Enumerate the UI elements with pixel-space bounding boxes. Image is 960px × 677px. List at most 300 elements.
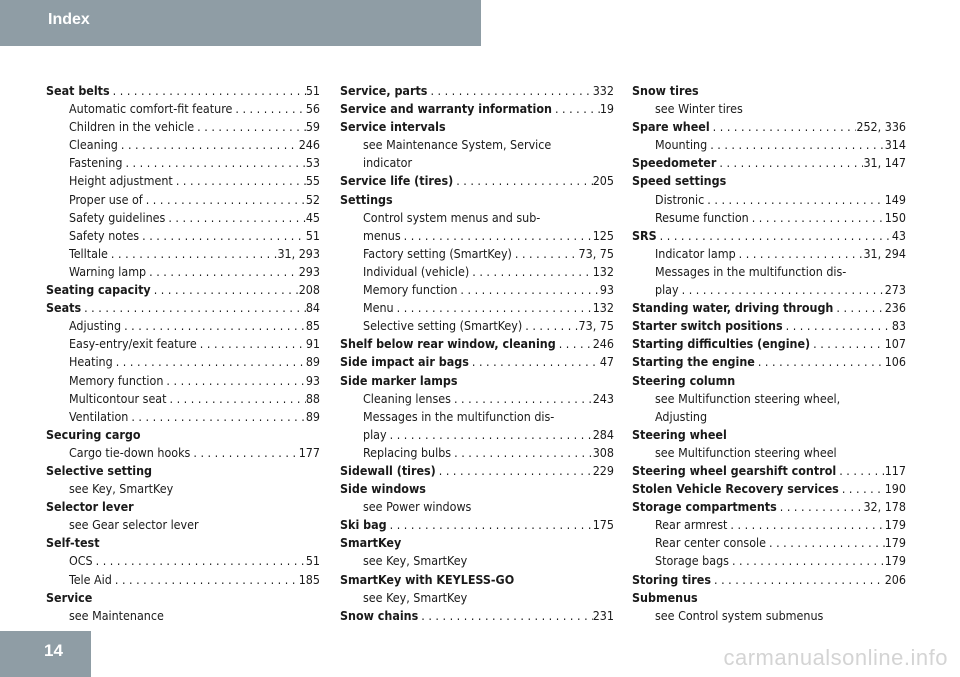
dot-leader: [679, 281, 885, 299]
entry-term: Securing cargo: [46, 426, 141, 442]
page-reference: 31, 293: [277, 245, 320, 261]
entry-term: Sidewall (tires): [340, 462, 436, 478]
entry-term: Seats: [46, 300, 82, 316]
entry-term: Seating capacity: [46, 282, 151, 298]
entry-term: Side impact air bags: [340, 354, 469, 370]
index-subentry: [340, 498, 614, 516]
index-entry: [632, 571, 906, 589]
index-subentry: [46, 444, 320, 462]
index-subentry: [46, 209, 320, 227]
index-entry: [46, 82, 320, 100]
dot-leader: [401, 227, 593, 245]
page-reference: 51: [305, 83, 320, 98]
entry-term: menus: [363, 227, 401, 243]
dot-leader: [387, 426, 593, 444]
entry-term: Children in the vehicle: [69, 119, 195, 135]
dot-leader: [729, 552, 885, 570]
entry-term: Heating: [69, 354, 113, 370]
index-subentry: [46, 571, 320, 589]
dot-leader: [716, 154, 863, 172]
entry-term: Replacing bulbs: [363, 444, 452, 460]
index-subentry: [632, 444, 906, 462]
dot-leader: [736, 245, 864, 263]
dot-leader: [836, 462, 885, 480]
entry-term: see Power windows: [363, 499, 472, 515]
dot-leader: [657, 227, 892, 245]
dot-leader: [522, 317, 578, 335]
entry-term: Steering wheel gearshift control: [632, 462, 837, 478]
dot-leader: [146, 263, 299, 281]
index-subentry: [632, 209, 906, 227]
page-reference: 206: [884, 571, 906, 587]
entry-term: Service and warranty information: [340, 101, 552, 117]
entry-term: Easy-entry/exit feature: [69, 336, 197, 352]
index-entry: [340, 335, 614, 353]
index-entry: [340, 82, 614, 100]
index-entry: [340, 462, 614, 480]
page-number: 14: [44, 641, 63, 660]
page-reference: 205: [592, 173, 614, 189]
index-subentry: [46, 136, 320, 154]
entry-term: Messages in the multifunction dis-: [655, 263, 847, 279]
index-entry: [632, 299, 906, 317]
dot-leader: [711, 571, 885, 589]
entry-term: SRS: [632, 227, 657, 243]
entry-term: Storage compartments: [632, 499, 777, 515]
dot-leader: [139, 227, 306, 245]
page-reference: 284: [592, 426, 614, 442]
dot-leader: [436, 462, 593, 480]
index-subentry: [340, 154, 614, 172]
index-entry: [46, 534, 320, 552]
entry-term: Resume function: [655, 209, 749, 225]
dot-leader: [151, 281, 299, 299]
index-subentry: [46, 372, 320, 390]
page-reference: 150: [884, 209, 906, 225]
dot-leader: [469, 353, 600, 371]
dot-leader: [143, 191, 306, 209]
dot-leader: [232, 100, 305, 118]
index-entry: [632, 172, 906, 190]
page-reference: 179: [884, 553, 906, 569]
dot-leader: [556, 335, 593, 353]
index-subentry: [46, 154, 320, 172]
page-reference: 179: [884, 535, 906, 551]
index-entry: [46, 281, 320, 299]
index-subentry: [46, 118, 320, 136]
entry-term: see Key, SmartKey: [363, 553, 468, 569]
entry-term: see Key, SmartKey: [69, 481, 174, 497]
page-reference: 179: [884, 517, 906, 533]
dot-leader: [749, 209, 885, 227]
page-reference: 32, 178: [863, 499, 906, 515]
index-subentry: [340, 209, 614, 227]
index-subentry: [632, 534, 906, 552]
page-title: Index: [48, 11, 90, 28]
page-reference: 236: [884, 300, 906, 316]
page-reference: 93: [305, 372, 320, 388]
entry-term: SmartKey with KEYLESS-GO: [340, 571, 515, 587]
entry-term: Ventilation: [69, 408, 129, 424]
entry-term: indicator: [363, 155, 413, 171]
index-subentry: [632, 408, 906, 426]
entry-term: Safety notes: [69, 227, 140, 243]
dot-leader: [108, 245, 278, 263]
entry-term: play: [655, 282, 679, 298]
index-entry: [632, 480, 906, 498]
entry-term: Safety guidelines: [69, 209, 166, 225]
page-reference: 55: [305, 173, 320, 189]
index-entry: [340, 353, 614, 371]
page-reference: 53: [305, 155, 320, 171]
page-reference: 51: [305, 553, 320, 569]
entry-term: Snow chains: [340, 607, 419, 623]
dot-leader: [427, 82, 592, 100]
index-entry: [340, 534, 614, 552]
index-subentry: [340, 589, 614, 607]
entry-term: see Key, SmartKey: [363, 589, 468, 605]
entry-term: Shelf below rear window, cleaning: [340, 336, 556, 352]
index-subentry: [340, 444, 614, 462]
entry-term: Telltale: [69, 245, 108, 261]
page-reference: 107: [884, 336, 906, 352]
dot-leader: [453, 172, 593, 190]
page-reference: 89: [305, 408, 320, 424]
index-column-3: [632, 82, 906, 625]
entry-term: Height adjustment: [69, 173, 173, 189]
index-subentry: [46, 353, 320, 371]
entry-term: Menu: [363, 300, 394, 316]
watermark: carmanualsonline.info: [723, 645, 948, 670]
entry-term: Starter switch positions: [632, 318, 783, 334]
index-subentry: [46, 263, 320, 281]
index-subentry: [340, 136, 614, 154]
page-reference: 47: [599, 354, 614, 370]
index-subentry: [46, 227, 320, 245]
page-reference: 190: [884, 481, 906, 497]
index-subentry: [46, 552, 320, 570]
index-subentry: [340, 317, 614, 335]
entry-term: Steering wheel: [632, 426, 727, 442]
entry-term: SmartKey: [340, 535, 402, 551]
entry-term: Proper use of: [69, 191, 143, 207]
entry-term: see Control system submenus: [655, 607, 824, 623]
entry-term: Seat belts: [46, 83, 110, 98]
entry-term: Storage bags: [655, 553, 729, 569]
entry-term: Adjusting: [69, 318, 122, 334]
dot-leader: [704, 191, 884, 209]
dot-leader: [121, 317, 306, 335]
dot-leader: [122, 154, 305, 172]
page-reference: 31, 147: [863, 155, 906, 171]
page-reference: 243: [592, 390, 614, 406]
entry-term: Rear center console: [655, 535, 767, 551]
entry-term: see Winter tires: [655, 101, 743, 117]
page-reference: 85: [305, 318, 320, 334]
page-reference: 51: [305, 227, 320, 243]
index-subentry: [46, 408, 320, 426]
dot-leader: [451, 390, 593, 408]
index-entry: [632, 154, 906, 172]
index-subentry: [340, 281, 614, 299]
entry-term: Selective setting (SmartKey): [363, 318, 523, 334]
index-entry: [632, 372, 906, 390]
page-reference: 252, 336: [856, 119, 906, 135]
index-entry: [340, 607, 614, 625]
dot-leader: [112, 571, 299, 589]
entry-term: Starting the engine: [632, 354, 755, 370]
dot-leader: [113, 353, 306, 371]
index-entry: [632, 589, 906, 607]
page-reference: 293: [298, 263, 320, 279]
entry-term: Self-test: [46, 535, 100, 551]
index-subentry: [632, 552, 906, 570]
index-entry: [340, 100, 614, 118]
index-subentry: [46, 100, 320, 118]
page-reference: 175: [592, 517, 614, 533]
index-entry: [46, 498, 320, 516]
index-subentry: [46, 390, 320, 408]
dot-leader: [552, 100, 600, 118]
index-entry: [632, 118, 906, 136]
dot-leader: [710, 118, 857, 136]
page-reference: 177: [298, 444, 320, 460]
index-entry: [340, 118, 614, 136]
page-reference: 314: [884, 137, 906, 153]
index-subentry: [46, 317, 320, 335]
entry-term: Starting difficulties (engine): [632, 336, 811, 352]
index-subentry: [46, 480, 320, 498]
entry-term: Steering column: [632, 372, 736, 388]
entry-term: Side windows: [340, 481, 426, 497]
entry-term: Standing water, driving through: [632, 300, 834, 316]
entry-term: see Multifunction steering wheel,: [655, 390, 841, 406]
dot-leader: [190, 444, 298, 462]
index-entry: [632, 498, 906, 516]
entry-term: Indicator lamp: [655, 245, 736, 261]
index-subentry: [632, 191, 906, 209]
index-subentry: [632, 245, 906, 263]
entry-term: Speed settings: [632, 173, 727, 189]
entry-term: Selective setting: [46, 462, 153, 478]
index-entry: [632, 335, 906, 353]
index-subentry: [632, 263, 906, 281]
entry-term: play: [363, 426, 387, 442]
entry-term: OCS: [69, 553, 93, 569]
index-subentry: [340, 245, 614, 263]
dot-leader: [469, 263, 592, 281]
entry-term: Multicontour seat: [69, 390, 167, 406]
dot-leader: [833, 299, 884, 317]
dot-leader: [810, 335, 885, 353]
dot-leader: [783, 317, 892, 335]
index-entry: [632, 227, 906, 245]
entry-term: Factory setting (SmartKey): [363, 245, 512, 261]
dot-leader: [512, 245, 579, 263]
dot-leader: [418, 607, 592, 625]
entry-term: Rear armrest: [655, 517, 728, 533]
index-column-2: [340, 82, 614, 625]
page-reference: 229: [592, 462, 614, 478]
entry-term: Memory function: [363, 282, 458, 298]
entry-term: see Gear selector lever: [69, 517, 199, 533]
index-subentry: [632, 100, 906, 118]
entry-term: Warning lamp: [69, 263, 147, 279]
page-reference: 332: [592, 83, 614, 98]
page-reference: 125: [592, 227, 614, 243]
index-entry: [340, 571, 614, 589]
entry-term: Individual (vehicle): [363, 263, 470, 279]
index-entry: [632, 82, 906, 100]
entry-term: Cargo tie-down hooks: [69, 444, 191, 460]
page-reference: 59: [305, 119, 320, 135]
index-subentry: [632, 516, 906, 534]
index-entry: [632, 317, 906, 335]
dot-leader: [727, 516, 884, 534]
dot-leader: [387, 516, 593, 534]
page-reference: 73, 75: [578, 245, 614, 261]
index-subentry: [340, 227, 614, 245]
entry-term: Distronic: [655, 191, 705, 207]
dot-leader: [194, 118, 306, 136]
entry-term: Fastening: [69, 155, 123, 171]
entry-term: Service life (tires): [340, 173, 454, 189]
entry-term: Speedometer: [632, 155, 717, 171]
index-entry: [340, 516, 614, 534]
dot-leader: [167, 390, 306, 408]
index-entry: [46, 426, 320, 444]
index-subentry: [632, 136, 906, 154]
entry-term: Mounting: [655, 137, 708, 153]
page-reference: 132: [592, 300, 614, 316]
dot-leader: [110, 82, 306, 100]
header-tab: [0, 0, 481, 46]
entry-term: Service intervals: [340, 119, 446, 135]
page-reference: 208: [298, 282, 320, 298]
index-subentry: [632, 607, 906, 625]
index-entry: [46, 589, 320, 607]
dot-leader: [81, 299, 306, 317]
index-subentry: [632, 281, 906, 299]
entry-term: Cleaning: [69, 137, 118, 153]
dot-leader: [163, 372, 305, 390]
dot-leader: [128, 408, 305, 426]
page-reference: 185: [298, 571, 320, 587]
entry-term: Adjusting: [655, 408, 708, 424]
entry-term: Cleaning lenses: [363, 390, 451, 406]
page-reference: 43: [891, 227, 906, 243]
dot-leader: [118, 136, 299, 154]
dot-leader: [197, 335, 306, 353]
entry-term: Ski bag: [340, 517, 387, 533]
dot-leader: [457, 281, 599, 299]
page-reference: 52: [305, 191, 320, 207]
page-reference: 132: [592, 263, 614, 279]
dot-leader: [93, 552, 306, 570]
index-subentry: [340, 552, 614, 570]
index-subentry: [46, 172, 320, 190]
page-reference: 88: [305, 390, 320, 406]
entry-term: Service: [46, 589, 93, 605]
entry-term: Automatic comfort-fit feature: [69, 101, 233, 117]
index-subentry: [46, 335, 320, 353]
index-entry: [632, 462, 906, 480]
entry-term: Side marker lamps: [340, 372, 458, 388]
page-reference: 273: [884, 282, 906, 298]
dot-leader: [707, 136, 885, 154]
page-number-tab: [0, 631, 91, 677]
index-entry: [632, 426, 906, 444]
index-subentry: [340, 390, 614, 408]
page-reference: 106: [884, 354, 906, 370]
dot-leader: [755, 353, 885, 371]
dot-leader: [451, 444, 593, 462]
index-subentry: [46, 516, 320, 534]
entry-term: Selector lever: [46, 499, 134, 515]
entry-term: Stolen Vehicle Recovery services: [632, 481, 839, 497]
entry-term: Submenus: [632, 589, 698, 605]
page-reference: 73, 75: [578, 318, 614, 334]
page-reference: 246: [592, 336, 614, 352]
index-subentry: [340, 299, 614, 317]
entry-term: Tele Aid: [69, 571, 112, 587]
entry-term: Service, parts: [340, 83, 428, 98]
index-entry: [340, 480, 614, 498]
entry-term: Settings: [340, 191, 393, 207]
page-reference: 246: [298, 137, 320, 153]
index-entry: [340, 191, 614, 209]
page-reference: 117: [884, 462, 906, 478]
index-entry: [632, 353, 906, 371]
page-reference: 31, 294: [863, 245, 906, 261]
page-reference: 93: [599, 282, 614, 298]
entry-term: Messages in the multifunction dis-: [363, 408, 555, 424]
entry-term: see Maintenance System, Service: [363, 137, 552, 153]
page-reference: 149: [884, 191, 906, 207]
page-reference: 45: [305, 209, 320, 225]
page-reference: 84: [305, 300, 320, 316]
entry-term: Storing tires: [632, 571, 711, 587]
entry-term: Spare wheel: [632, 119, 710, 135]
page-reference: 89: [305, 354, 320, 370]
dot-leader: [173, 172, 306, 190]
dot-leader: [777, 498, 864, 516]
page-reference: 19: [599, 101, 614, 117]
dot-leader: [165, 209, 306, 227]
index-entry: [340, 372, 614, 390]
page-reference: 56: [305, 101, 320, 117]
entry-term: Snow tires: [632, 83, 699, 98]
dot-leader: [766, 534, 885, 552]
index-entry: [340, 172, 614, 190]
index-subentry: [340, 426, 614, 444]
index-entry: [46, 299, 320, 317]
index-column-1: [46, 82, 320, 625]
index-subentry: [46, 191, 320, 209]
page-reference: 91: [305, 336, 320, 352]
dot-leader: [839, 480, 885, 498]
entry-term: Control system menus and sub-: [363, 209, 541, 225]
index-subentry: [632, 390, 906, 408]
page-reference: 83: [891, 318, 906, 334]
page-reference: 231: [592, 607, 614, 623]
entry-term: Memory function: [69, 372, 164, 388]
entry-term: see Maintenance: [69, 607, 164, 623]
index-subentry: [340, 263, 614, 281]
index-subentry: [46, 245, 320, 263]
entry-term: see Multifunction steering wheel: [655, 444, 837, 460]
index-entry: [46, 462, 320, 480]
